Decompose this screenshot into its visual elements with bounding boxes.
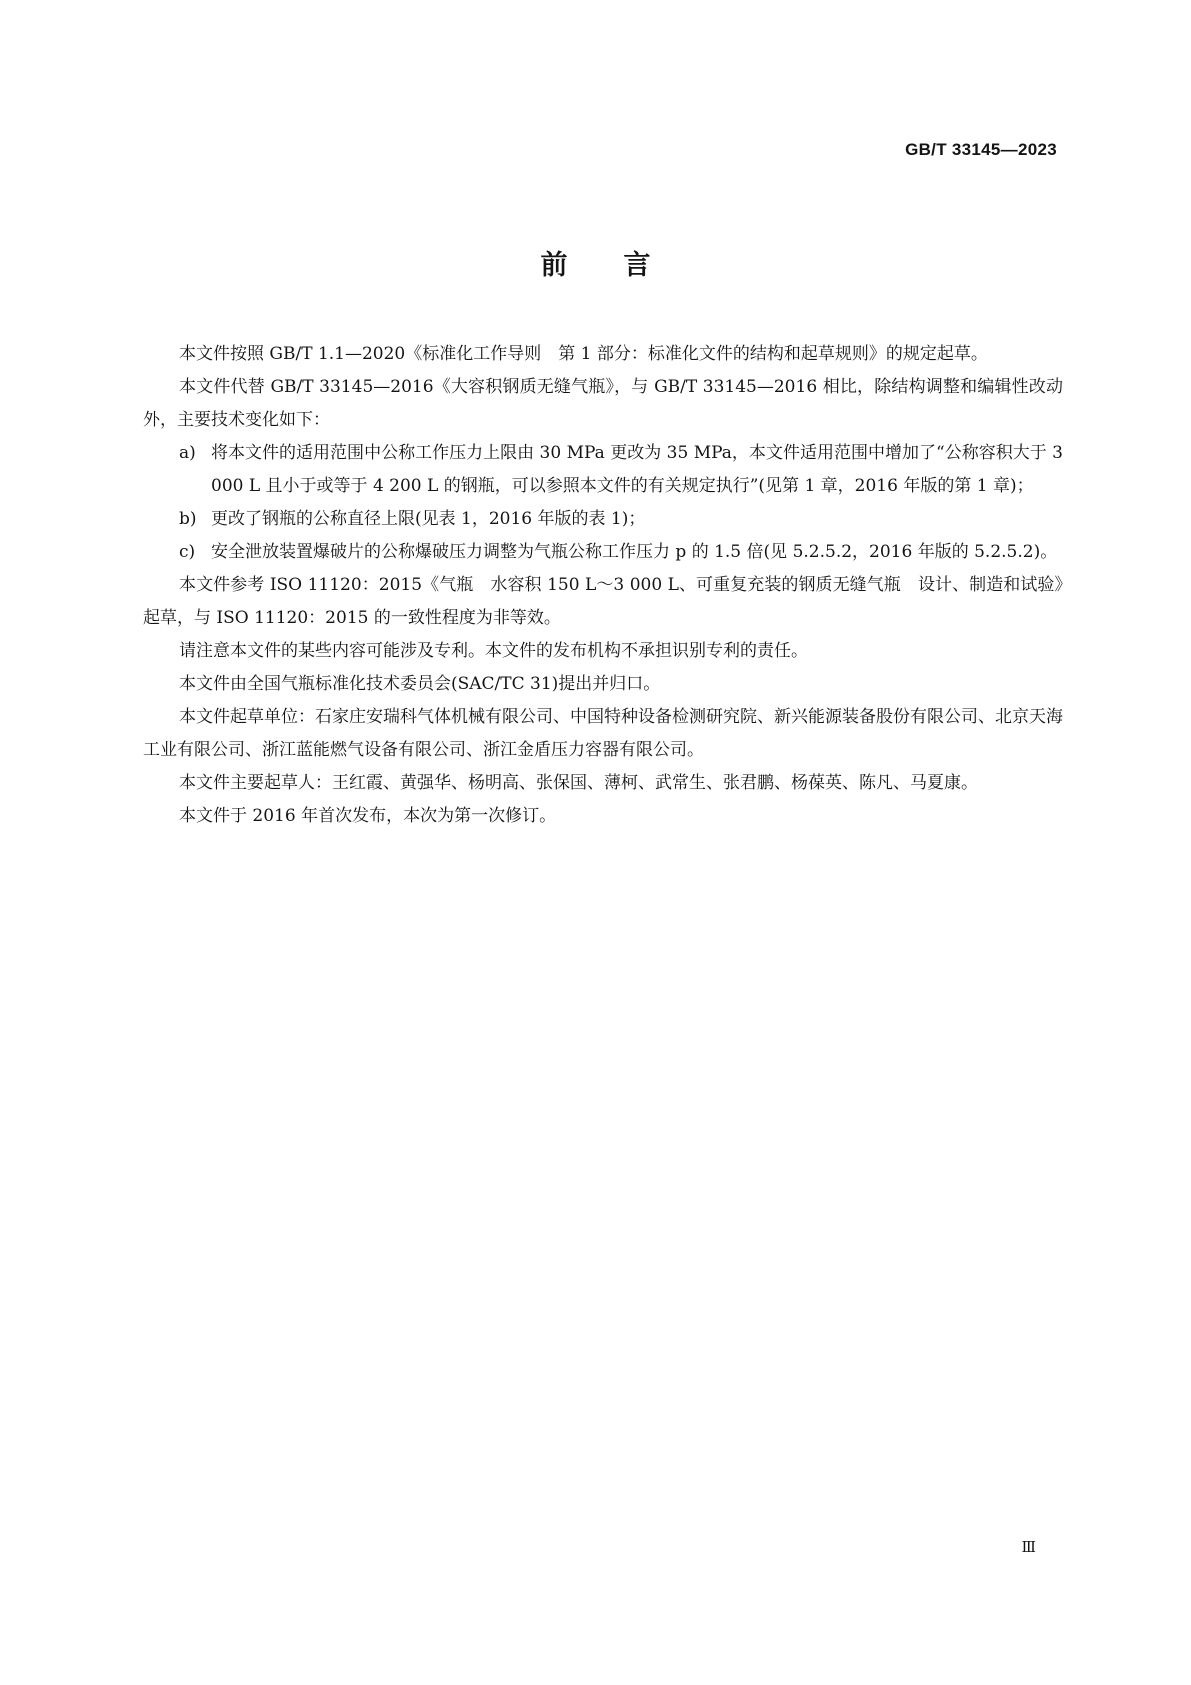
paragraph-revision-history: 本文件于 2016 年首次发布，本次为第一次修订。 — [179, 806, 557, 826]
standard-code: GB/T 33145—2023 — [905, 140, 1057, 159]
list-marker: b) — [179, 509, 197, 529]
paragraph-patent-notice: 请注意本文件的某些内容可能涉及专利。本文件的发布机构不承担识别专利的责任。 — [179, 641, 808, 661]
list-item — [143, 536, 1063, 569]
list-marker: a) — [179, 443, 196, 463]
list-marker: c) — [179, 542, 196, 562]
paragraph-drafting-units: 本文件起草单位：石家庄安瑞科气体机械有限公司、中国特种设备检测研究院、新兴能源装备股份有限公司、北京天海工业有限公司、浙江蓝能燃气设备有限公司、浙江金盾压力容器有限公司。 — [143, 707, 1063, 760]
page-number: Ⅲ — [1021, 1538, 1036, 1556]
foreword-body — [143, 338, 1063, 833]
paragraph-drafting-rules: 本文件按照 GB/T 1.1—2020《标准化工作导则 第 1 部分：标准化文件的结构和起草规则》的规定起草。 — [179, 344, 988, 364]
list-item — [143, 503, 1063, 536]
list-item — [143, 437, 1063, 503]
paragraph-committee: 本文件由全国气瓶标准化技术委员会(SAC/TC 31)提出并归口。 — [179, 674, 661, 694]
paragraph-iso-reference: 本文件参考 ISO 11120：2015《气瓶 水容积 150 L～3 000 L、可重复充装的钢质无缝气瓶 设计、制造和试验》起草，与 ISO 11120：2015 的一致性程度为非等效。 — [143, 575, 1063, 628]
list-item-text: 更改了钢瓶的公称直径上限(见表 1，2016 年版的表 1)； — [211, 509, 646, 529]
paragraph-drafters: 本文件主要起草人：王红霞、黄强华、杨明高、张保国、薄柯、武常生、张君鹏、杨葆英、陈凡、马夏康。 — [179, 773, 978, 793]
page-title: 前言 — [540, 250, 707, 281]
paragraph-replacement: 本文件代替 GB/T 33145—2016《大容积钢质无缝气瓶》，与 GB/T 33145—2016 相比，除结构调整和编辑性改动外，主要技术变化如下： — [143, 377, 1063, 430]
list-item-text: 安全泄放装置爆破片的公称爆破压力调整为气瓶公称工作压力 p 的 1.5 倍(见 5.2.5.2，2016 年版的 5.2.5.2)。 — [211, 542, 1058, 562]
list-item-text: 将本文件的适用范围中公称工作压力上限由 30 MPa 更改为 35 MPa，本文件适用范围中增加了“公称容积大于 3 000 L 且小于或等于 4 200 L 的钢瓶，可以参照本文件的有关规定执行”(见第 1 章，2016 年版的第 1 章)； — [211, 443, 1063, 496]
